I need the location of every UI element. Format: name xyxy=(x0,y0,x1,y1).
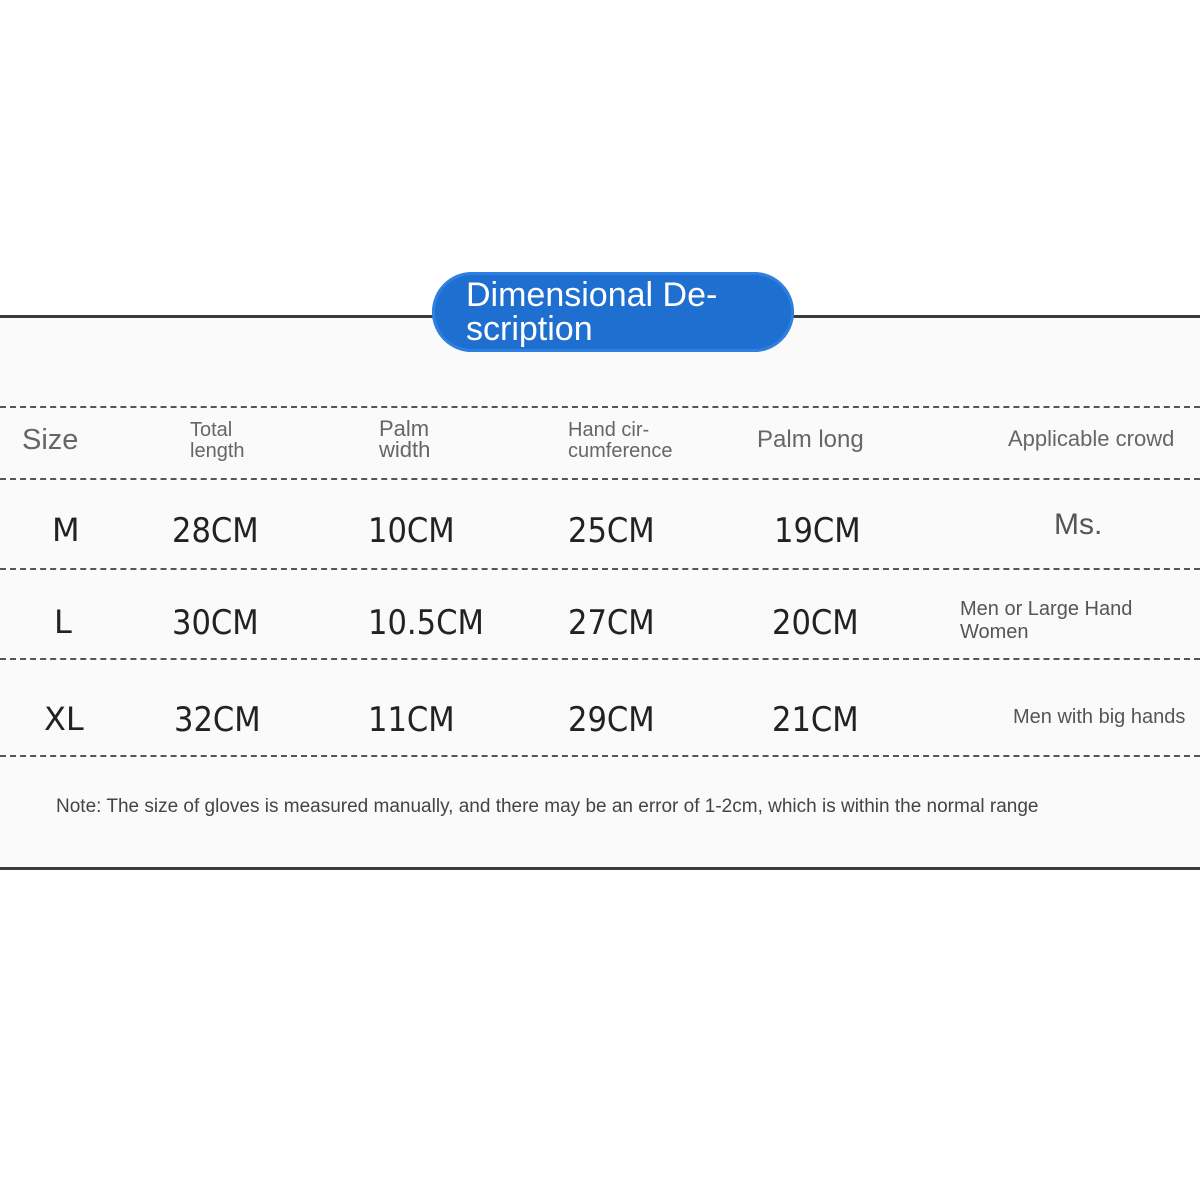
header-palm-width xyxy=(379,418,430,460)
header-hand-circumference-line-1: Hand cir- xyxy=(568,419,650,441)
row-palm-long: 19CM xyxy=(774,511,861,551)
row-hand-circumference: 25CM xyxy=(568,511,655,551)
bottom-rule xyxy=(0,867,1200,870)
row-total-length: 28CM xyxy=(172,511,259,551)
title-line-2: scription xyxy=(466,310,593,348)
row-size: L xyxy=(54,603,72,641)
header-palm-width-line-2: width xyxy=(379,437,431,462)
dashed-divider xyxy=(0,658,1200,660)
row-palm-width: 10CM xyxy=(368,511,455,551)
row-hand-circumference: 27CM xyxy=(568,603,655,643)
row-palm-width: 11CM xyxy=(368,700,455,740)
row-crowd: Men with big hands xyxy=(1013,706,1186,728)
header-size: Size xyxy=(22,424,79,456)
row-palm-long: 21CM xyxy=(772,700,859,740)
header-hand-circumference xyxy=(568,420,673,462)
measurement-note: Note: The size of gloves is measured manually, and there may be an error of 1-2cm, which is within the normal range xyxy=(56,796,1039,817)
row-palm-long: 20CM xyxy=(772,603,859,643)
row-hand-circumference: 29CM xyxy=(568,700,655,740)
header-total-length-line-1: Total xyxy=(190,419,233,441)
row-crowd-line-1: Men or Large Hand xyxy=(960,598,1133,620)
dashed-divider xyxy=(0,478,1200,480)
dashed-divider xyxy=(0,568,1200,570)
title-line-1: Dimensional De- xyxy=(466,276,718,314)
row-total-length: 30CM xyxy=(172,603,259,643)
row-size: M xyxy=(52,511,80,549)
title-badge xyxy=(432,272,794,352)
row-palm-width: 10.5CM xyxy=(368,603,484,643)
row-crowd-line-2: Women xyxy=(960,621,1029,643)
header-applicable-crowd: Applicable crowd xyxy=(1008,426,1175,451)
header-palm-width-line-1: Palm xyxy=(379,416,430,441)
row-crowd xyxy=(960,598,1132,644)
header-palm-long: Palm long xyxy=(757,426,864,453)
row-total-length: 32CM xyxy=(174,700,261,740)
row-crowd: Ms. xyxy=(1054,508,1103,541)
dashed-divider xyxy=(0,755,1200,757)
header-total-length xyxy=(190,420,245,462)
dashed-divider xyxy=(0,406,1200,408)
header-hand-circumference-line-2: cumference xyxy=(568,440,673,462)
row-size: XL xyxy=(44,700,84,738)
size-chart-panel xyxy=(0,316,1200,868)
header-total-length-line-2: length xyxy=(190,440,245,462)
